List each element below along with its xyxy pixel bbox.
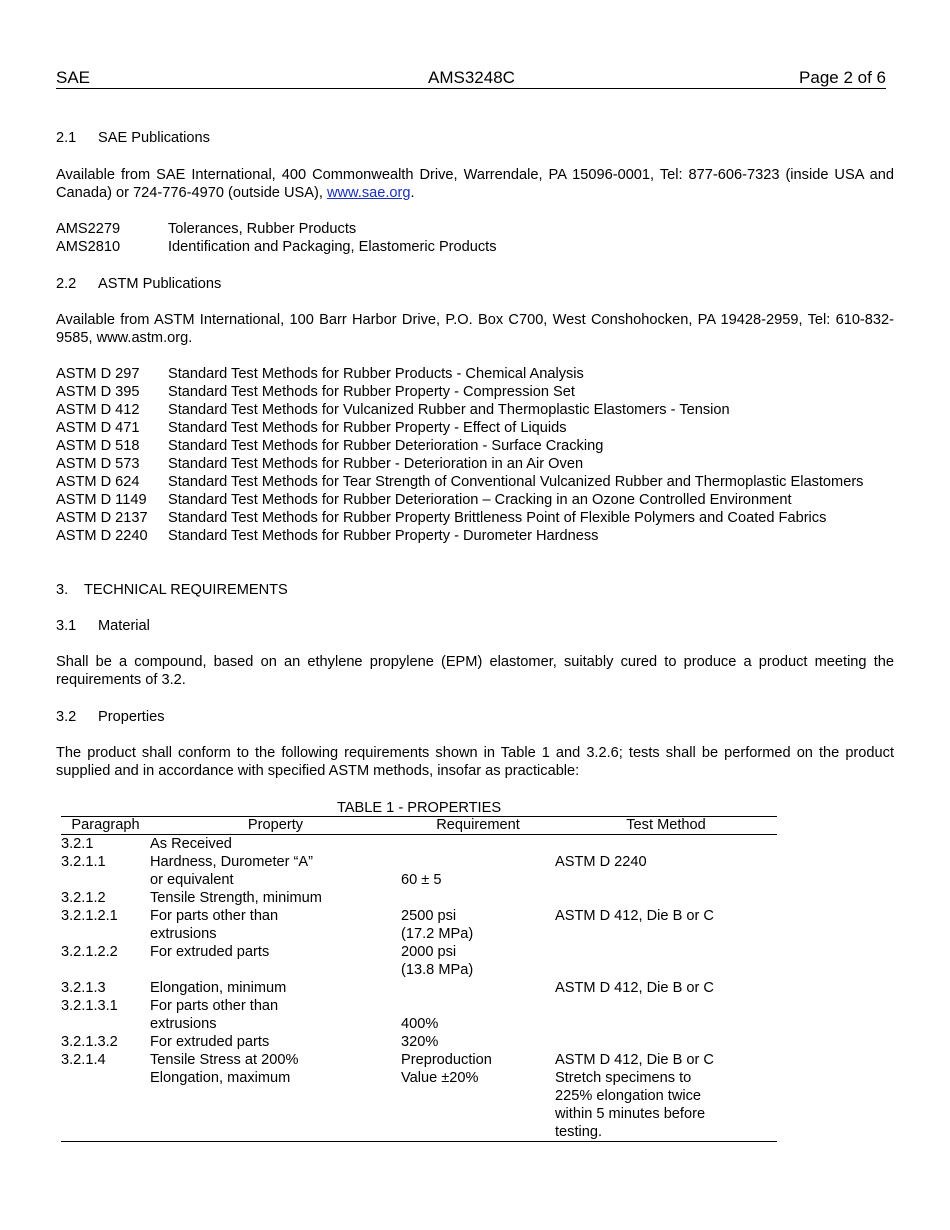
reference-item [56,401,894,419]
cell-property: For extruded parts [150,1034,270,1050]
reference-code: ASTM D 518 [56,438,140,454]
material-paragraph: Shall be a compound, based on an ethylene propylene (EPM) elastomer, suitably cured to produce a product meeting the requirements of 3.2. [56,654,894,688]
reference-item [56,509,894,527]
cell-property: Hardness, Durometer “A” or equivalent [150,854,314,888]
cell-requirement: 2000 psi (13.8 MPa) [401,944,474,978]
cell-requirement [401,889,555,907]
section-title: ASTM Publications [98,276,222,292]
cell-requirement: Preproduction Value ±20% [401,1051,555,1142]
section-number: 3. [56,582,69,598]
cell-test-method [555,835,777,854]
cell-property: For parts other than extrusions [150,998,279,1032]
cell-property: As Received [150,836,232,852]
reference-description: Standard Test Methods for Rubber Deterioration - Surface Cracking [168,438,604,454]
table-row [61,853,777,889]
sae-availability-end: . [410,185,415,201]
reference-code: ASTM D 2137 [56,510,148,526]
table-header-row [61,817,777,835]
cell-test-method: ASTM D 412, Die B or C [555,908,714,924]
header-requirement: Requirement [401,817,555,835]
header-org: SAE [56,68,91,87]
cell-requirement: 400% [401,1016,439,1032]
reference-description: Standard Test Methods for Rubber Property Brittleness Point of Flexible Polymers and Coated Fabrics [168,510,827,526]
cell-property: For parts other than extrusions [150,908,279,942]
reference-item [56,419,894,437]
cell-test-method: ASTM D 412, Die B or C Stretch specimens to 225% elongation twice within 5 minutes before testing. [555,1051,777,1142]
header-paragraph: Paragraph [61,817,150,835]
sae-website-link[interactable]: www.sae.org [326,185,411,201]
table-row [61,1051,777,1142]
sae-reference-list [56,220,894,256]
table-row [61,979,777,997]
reference-code: ASTM D 471 [56,420,140,436]
cell-requirement: 2500 psi (17.2 MPa) [401,908,474,942]
section-number: 3.1 [56,618,77,634]
reference-code: ASTM D 395 [56,384,140,400]
reference-description: Standard Test Methods for Rubber Property - Effect of Liquids [168,420,567,436]
reference-code: ASTM D 1149 [56,492,147,508]
reference-code: ASTM D 573 [56,456,140,472]
section-title: TECHNICAL REQUIREMENTS [84,582,288,598]
reference-code: ASTM D 2240 [56,528,148,544]
reference-item [56,365,894,383]
section-number: 2.2 [56,276,77,292]
reference-code: ASTM D 624 [56,474,140,490]
reference-code: AMS2279 [56,221,121,237]
section-number: 2.1 [56,130,77,146]
reference-description: Standard Test Methods for Rubber Products - Chemical Analysis [168,366,584,382]
table-row [61,835,777,854]
cell-property: For extruded parts [150,944,270,960]
cell-test-method: ASTM D 412, Die B or C [555,980,714,996]
reference-item [56,527,894,545]
sae-availability-text: Available from SAE International, 400 Commonwealth Drive, Warrendale, PA 15096-0001, Tel: 877-606-7323 (inside USA and Canada) or 724-776-4970 (outside USA), [56,167,894,201]
properties-grid [61,817,777,1142]
page-header [56,68,886,89]
reference-description: Standard Test Methods for Tear Strength of Conventional Vulcanized Rubber and Thermoplastic Elastomers [168,474,864,490]
section-title: SAE Publications [98,130,210,146]
astm-reference-list [56,365,894,545]
reference-description: Standard Test Methods for Rubber Deterioration – Cracking in an Ozone Controlled Environment [168,492,792,508]
reference-item [56,220,894,238]
section-2-1-heading [56,129,894,147]
cell-paragraph: 3.2.1.4 [61,1051,150,1142]
table-row [61,1033,777,1051]
cell-requirement [401,835,555,854]
reference-code: ASTM D 412 [56,402,140,418]
cell-test-method [555,943,777,979]
astm-availability-paragraph: Available from ASTM International, 100 Barr Harbor Drive, P.O. Box C700, West Conshohocken, PA 19428-2959, Tel: 610-832-9585, www.astm.org. [56,312,894,346]
cell-requirement: 320% [401,1034,439,1050]
cell-paragraph: 3.2.1.3.2 [61,1034,118,1050]
reference-item [56,383,894,401]
section-title: Material [98,618,150,634]
section-title: Properties [98,709,165,725]
cell-paragraph: 3.2.1.3.1 [61,998,118,1014]
sae-availability-paragraph [56,166,894,202]
cell-property: Tensile Strength, minimum [150,890,322,906]
reference-item [56,491,894,509]
reference-description: Identification and Packaging, Elastomeric Products [168,239,497,255]
reference-item [56,473,894,491]
section-3-2-heading [56,708,894,726]
section-3-1-heading [56,617,894,635]
cell-property: Elongation, minimum [150,980,287,996]
table-row [61,997,777,1033]
reference-item [56,455,894,473]
section-2-2-heading [56,275,894,293]
cell-paragraph: 3.2.1.3 [61,980,106,996]
reference-description: Standard Test Methods for Rubber Property - Compression Set [168,384,575,400]
reference-description: Standard Test Methods for Rubber Property - Durometer Hardness [168,528,599,544]
properties-paragraph: The product shall conform to the following requirements shown in Table 1 and 3.2.6; tests shall be performed on the product supplied and in accordance with specified ASTM methods, insofar as practicable: [56,745,894,779]
section-3-heading [56,581,894,599]
properties-table [61,799,777,1142]
table-row [61,907,777,943]
reference-code: AMS2810 [56,239,121,255]
cell-requirement: 60 ± 5 [401,872,442,888]
reference-description: Tolerances, Rubber Products [168,221,357,237]
reference-description: Standard Test Methods for Rubber - Deterioration in an Air Oven [168,456,584,472]
header-property: Property [150,817,401,835]
cell-paragraph: 3.2.1.2.1 [61,908,118,924]
cell-paragraph: 3.2.1.2.2 [61,944,118,960]
cell-test-method: ASTM D 2240 [555,854,647,870]
reference-code: ASTM D 297 [56,366,140,382]
reference-description: Standard Test Methods for Vulcanized Rubber and Thermoplastic Elastomers - Tension [168,402,730,418]
cell-test-method [555,1033,777,1051]
cell-paragraph: 3.2.1 [61,836,94,852]
table-row [61,943,777,979]
header-page-number: Page 2 of 6 [799,68,886,87]
table-title: TABLE 1 - PROPERTIES [61,799,777,817]
table-body [61,835,777,1142]
cell-test-method [555,997,777,1033]
section-number: 3.2 [56,709,77,725]
cell-paragraph: 3.2.1.2 [61,890,106,906]
header-doc-number: AMS3248C [428,68,515,87]
cell-property: Tensile Stress at 200% Elongation, maximum [150,1051,401,1142]
cell-paragraph: 3.2.1.1 [61,854,106,870]
reference-item [56,238,894,256]
cell-test-method [555,889,777,907]
table-row [61,889,777,907]
cell-requirement [401,979,555,997]
header-test-method: Test Method [555,817,777,835]
reference-item [56,437,894,455]
